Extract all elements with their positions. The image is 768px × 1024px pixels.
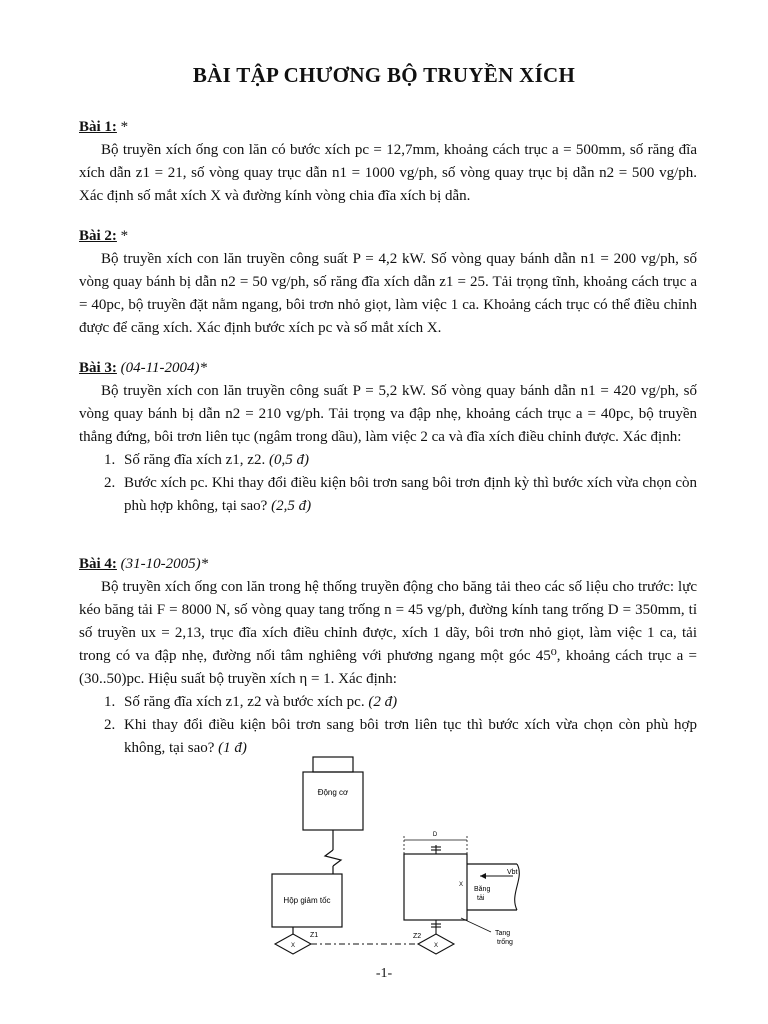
item-number: 1.	[104, 694, 116, 710]
drum-leader-line	[461, 918, 491, 932]
list-item	[79, 691, 697, 714]
drum-label-1: Tang	[495, 930, 511, 937]
item-points: (0,5 đ)	[268, 452, 309, 468]
d-label: D	[432, 832, 438, 838]
v-label: Vbt	[507, 869, 518, 876]
exercise-label: Bài 1:	[79, 119, 117, 135]
item-points: (1 đ)	[218, 740, 247, 756]
exercise-note: *	[116, 228, 129, 244]
item-points: (2 đ)	[368, 694, 398, 710]
drum-body	[404, 854, 467, 920]
gearbox	[272, 874, 342, 934]
exercise-2	[79, 225, 697, 340]
item-number: 2.	[104, 717, 116, 733]
exercise-note: *	[116, 119, 129, 135]
list-item	[79, 472, 697, 518]
item-number: 1.	[104, 452, 116, 468]
exercise-3	[79, 357, 697, 518]
conveyor-drive-diagram	[255, 752, 545, 967]
page-title: BÀI TẬP CHƯƠNG BỘ TRUYỀN XÍCH	[192, 63, 576, 87]
exercise-heading	[79, 357, 697, 380]
item-points: (2,5 đ)	[271, 498, 312, 514]
belt-label-1: Băng	[474, 886, 491, 893]
task-list	[79, 449, 697, 518]
sprocket-z1-mark: X	[290, 943, 296, 949]
belt-label-2: tải	[477, 895, 485, 902]
item-text: Khi thay đổi điều kiện bôi trơn sang bôi trơn liên tục thì bước xích vừa chọn còn phù hợp không, tại sao?	[124, 717, 697, 756]
exercise-date: (04-11-2004)*	[116, 360, 208, 376]
exercise-heading	[79, 116, 697, 139]
sprocket-z1	[275, 932, 318, 954]
exercise-text: Bộ truyền xích ống con lăn có bước xích pc = 12,7mm, khoảng cách trục a = 500mm, số răng đĩa xích dẫn z1 = 21, số vòng quay trục dẫn n1 = 1000 vg/ph, số vòng quay trục bị dẫn n2 = 500 vg/ph. Xác định số mắt xích X và đường kính vòng chia đĩa xích bị dẫn.	[79, 142, 697, 204]
motor-body	[303, 772, 363, 830]
exercise-text: Bộ truyền xích con lăn truyền công suất P = 5,2 kW. Số vòng quay bánh dẫn n1 = 420 vg/ph, số vòng quay bánh bị dẫn n2 = 210 vg/ph. Tải trọng va đập nhẹ, khoảng cách trục a = 40pc, bộ truyền thẳng đứng, bôi trơn liên tục (ngâm trong dầu), làm việc 2 ca và đĩa xích điều chỉnh được. Xác định:	[79, 383, 697, 445]
exercise-4	[79, 553, 697, 760]
motor-cap	[313, 757, 353, 772]
exercise-date: (31-10-2005)*	[116, 556, 209, 572]
exercise-label: Bài 2:	[79, 228, 117, 244]
z1-label: Z1	[310, 932, 319, 939]
exercise-label: Bài 4:	[79, 556, 117, 572]
coupling	[325, 830, 341, 874]
sprocket-z2-mark: X	[433, 943, 439, 949]
item-text: Số răng đĩa xích z1, z2 và bước xích pc.	[124, 694, 369, 710]
list-item	[79, 449, 697, 472]
item-number: 2.	[104, 475, 116, 491]
z2-label: Z2	[413, 933, 422, 940]
motor	[303, 757, 363, 830]
item-text: Số răng đĩa xích z1, z2.	[124, 452, 269, 468]
x-label: X	[459, 882, 464, 888]
exercise-text: Bộ truyền xích ống con lăn trong hệ thống truyền động cho băng tải theo các số liệu cho trước: lực kéo băng tải F = 8000 N, số vòng quay tang trống n = 45 vg/ph, đường kính tang trống D = 350mm, tỉ số truyền ux = 2,13, trục đĩa xích điều chỉnh được, xích 1 dãy, bôi trơn nhỏ giọt, làm việc 1 ca, tải trong có va đập nhẹ, đường nối tâm nghiêng với phương ngang một góc 45⁰, khoảng cách trục a = (30..50)pc. Hiệu suất bộ truyền xích η = 1. Xác định:	[79, 579, 697, 687]
gearbox-label: Hộp giảm tốc	[283, 896, 331, 905]
velocity-arrowhead	[480, 873, 486, 879]
coupling-zigzag	[325, 850, 341, 866]
motor-label: Động cơ	[317, 788, 349, 797]
item-text: Bước xích pc. Khi thay đổi điều kiện bôi trơn sang bôi trơn định kỳ thì bước xích vừa chọn còn phù hợp không, tại sao?	[124, 475, 697, 514]
drum-label-2: trống	[497, 939, 513, 946]
exercise-heading	[79, 225, 697, 248]
exercise-text: Bộ truyền xích con lăn truyền công suất P = 4,2 kW. Số vòng quay bánh dẫn n1 = 200 vg/ph, số vòng quay bánh bị dẫn n2 = 50 vg/ph, số răng đĩa xích dẫn z1 = 25. Tải trọng tĩnh, khoảng cách trục a = 40pc, bộ truyền đặt nằm ngang, bôi trơn nhỏ giọt, làm việc 1 ca. Khoảng cách trục có thể điều chỉnh được để căng xích. Xác định bước xích pc và số mắt xích X.	[79, 251, 697, 336]
sprocket-z2	[413, 920, 454, 954]
page-number: -1-	[375, 966, 393, 981]
exercise-label: Bài 3:	[79, 360, 117, 376]
exercise-1	[79, 116, 697, 208]
task-list	[79, 691, 697, 760]
conveyor-drum	[404, 832, 519, 946]
diagram-svg	[255, 752, 545, 967]
exercise-heading	[79, 553, 697, 576]
